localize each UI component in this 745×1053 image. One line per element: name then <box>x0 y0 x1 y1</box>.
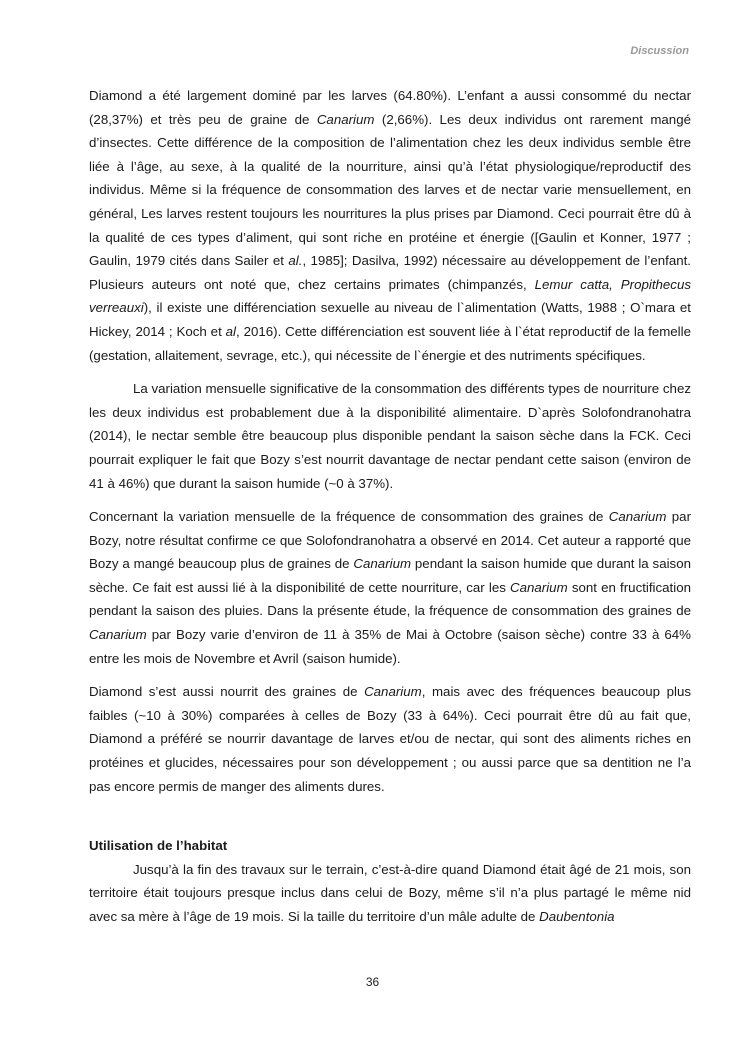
paragraph-canarium-diamond: Diamond s’est aussi nourrit des graines de Canarium, mais avec des fréquences beaucoup plus faibles (~10 à 30%) comparées à celles de Bozy (33 à 64%). Ceci pourrait être dû au fait que, Diamond a préféré se nourrir davantage de larves et/ou de nectar, qui sont des aliments riches en protéines et glucides, nécessaires pour son développement ; ou aussi parce que sa dentition ne l’a pas encore permis de manger des aliments dures. <box>89 684 691 794</box>
paragraph-canarium-bozy: Concernant la variation mensuelle de la fréquence de consommation des graines de Canarium par Bozy, notre résultat confirme ce que Solofondranohatra a observé en 2014. Cet auteur a rapporté que Bozy a mangé beaucoup plus de graines de Canarium pendant la saison humide que durant la saison sèche. Ce fait est aussi lié à la disponibilité de cette nourriture, car les Canarium sont en fructification pendant la saison des pluies. Dans la présente étude, la fréquence de consommation des graines de Canarium par Bozy varie d’environ de 11 à 35% de Mai à Octobre (saison sèche) contre 33 à 64% entre les mois de Novembre et Avril (saison humide). <box>89 509 691 666</box>
paragraph-habitat-territory: Jusqu’à la fin des travaux sur le terrain, c’est-à-dire quand Diamond était âgé de 21 mois, son territoire était toujours presque inclus dans celui de Bozy, même s’il n’a plus partagé le même nid avec sa mère à l’âge de 19 mois. Si la taille du territoire d’un mâle adulte de Daubentonia <box>89 861 691 924</box>
document-body <box>89 84 691 929</box>
paragraph-diet-composition: Diamond a été largement dominé par les larves (64.80%). L’enfant a aussi consommé du nectar (28,37%) et très peu de graine de Canarium (2,66%). Les deux individus ont rarement mangé d’insectes. Cette différence de la composition de l’alimentation chez les deux individus semble être liée à l’âge, au sexe, à la qualité de la nourriture, ainsi qu’à l’état physiologique/reproductif des individus. Même si la fréquence de consommation des larves et de nectar varie mensuellement, en général, Les larves restent toujours les nourritures la plus prises par Diamond. Ceci pourrait être dû à la qualité de ces types d’aliment, qui sont riche en protéine et énergie ([Gaulin et Konner, 1977 ; Gaulin, 1979 cités dans Sailer et al., 1985]; Dasilva, 1992) nécessaire au développement de l’enfant. Plusieurs auteurs ont noté que, chez certains primates (chimpanzés, Lemur catta, Propithecus verreauxi), il existe une différenciation sexuelle au niveau de l`alimentation (Watts, 1988 ; O`mara et Hickey, 2014 ; Koch et al, 2016). Cette différenciation est souvent liée à l`état reproductif de la femelle (gestation, allaitement, sevrage, etc.), qui nécessite de l`énergie et des nutriments spécifiques. <box>89 88 692 363</box>
running-header: Discussion <box>630 45 689 57</box>
section-heading-habitat: Utilisation de l’habitat <box>89 838 228 854</box>
paragraph-monthly-variation: La variation mensuelle significative de la consommation des différents types de nourriture chez les deux individus est probablement due à la disponibilité alimentaire. D`après Solofondranohatra (2014), le nectar semble être beaucoup plus disponible pendant la saison sèche dans la FCK. Ceci pourrait expliquer le fait que Bozy s’est nourrit davantage de nectar pendant cette saison (environ de 41 à 46%) que durant la saison humide (~0 à 37%). <box>89 381 691 491</box>
page-number: 36 <box>365 975 380 989</box>
